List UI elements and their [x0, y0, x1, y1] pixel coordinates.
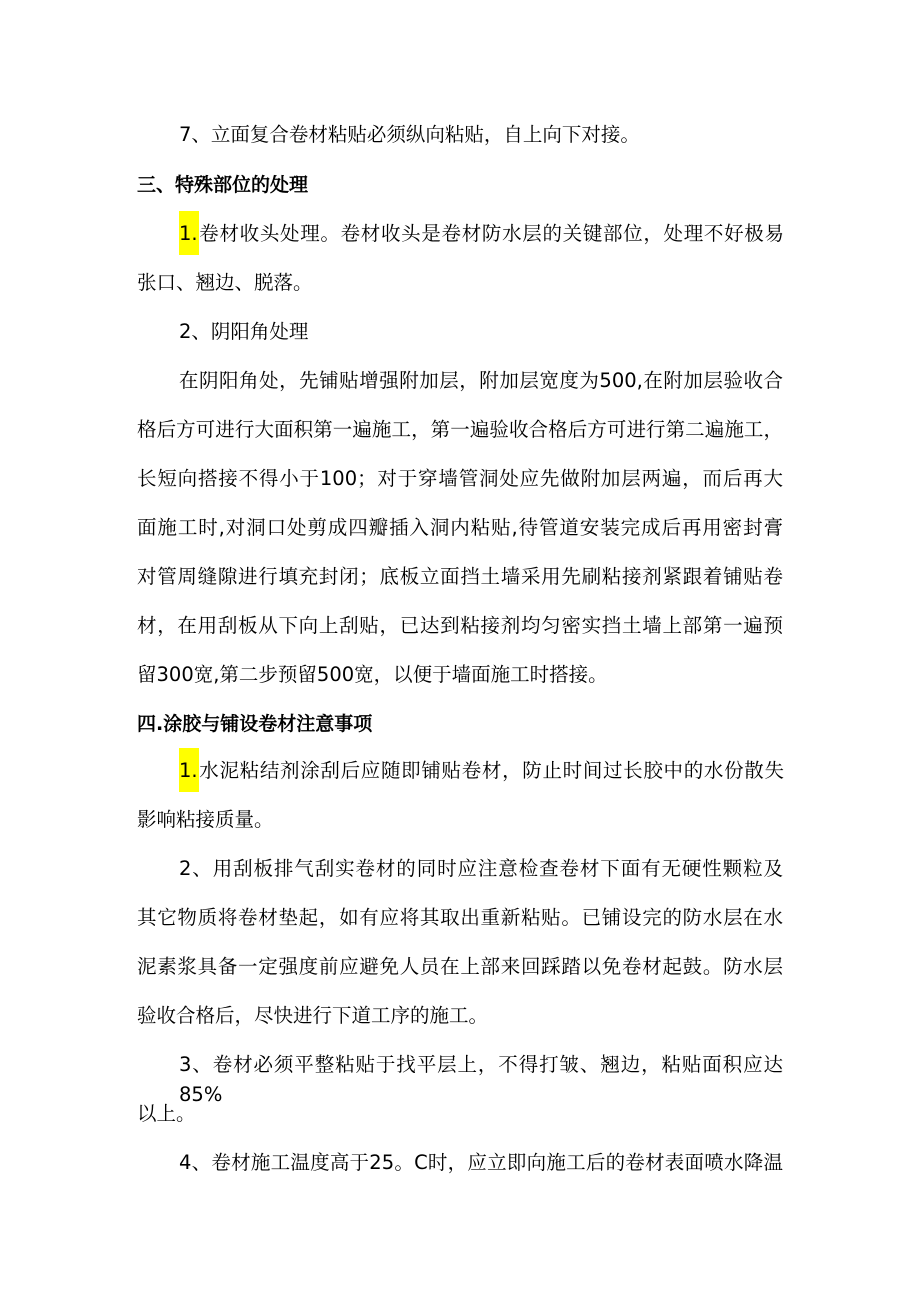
paragraph-3-1-line-2: 张口、翘边、脱落。 [137, 271, 313, 294]
paragraph-text: 水泥粘结剂涂刮后应随即铺贴卷材，防止时间过长胶中的水份散失 [198, 759, 784, 782]
paragraph-3-2-body-line-2: 格后方可进行大面积第一遍施工，第一遍验收合格后方可进行第二遍施工， [137, 418, 783, 441]
paragraph-4-3-line-1: 3、卷材必须平整粘贴于找平层上，不得打皱、翘边，粘贴面积应达85% [179, 1053, 783, 1106]
paragraph-4-1-line-1 [179, 756, 784, 786]
paragraph-4-2-line-4: 验收合格后，尽快进行下道工序的施工。 [137, 1004, 489, 1027]
paragraph-3-2-body-line-7: 留300宽,第二步预留500宽，以便于墙面施工时搭接。 [137, 663, 608, 686]
paragraph-3-2-body-line-5: 对管周缝隙进行填充封闭；底板立面挡土墙采用先刷粘接剂紧跟着铺贴卷 [137, 565, 783, 588]
section-heading-4: 四.涂胶与铺设卷材注意事项 [137, 713, 373, 735]
paragraph-3-2-body-line-3: 长短向搭接不得小于100；对于穿墙管洞处应先做附加层两遍，而后再大 [137, 467, 783, 490]
section-heading-3: 三、特殊部位的处理 [137, 174, 309, 196]
paragraph-item-7: 7、立面复合卷材粘贴必须纵向粘贴，自上向下对接。 [179, 123, 640, 146]
highlight-number: 1. [179, 211, 199, 255]
paragraph-text: 卷材收头处理。卷材收头是卷材防水层的关键部位，处理不好极易 [198, 222, 784, 245]
paragraph-3-2-body-line-4: 面施工时,对洞口处剪成四瓣插入洞内粘贴,待管道安装完成后再用密封膏 [137, 516, 783, 539]
paragraph-4-4-line-1: 4、卷材施工温度高于25。C时，应立即向施工后的卷材表面喷水降温 [179, 1151, 783, 1174]
paragraph-3-2-body-line-1: 在阴阳角处，先铺贴增强附加层，附加层宽度为500,在附加层验收合 [179, 369, 783, 392]
paragraph-4-2-line-3: 泥素浆具备一定强度前应避免人员在上部来回踩踏以免卷材起鼓。防水层 [137, 955, 783, 978]
paragraph-4-3-line-2: 以上。 [137, 1102, 196, 1125]
paragraph-4-1-line-2: 影响粘接质量。 [137, 808, 274, 831]
paragraph-3-1-line-1 [179, 219, 784, 249]
paragraph-4-2-line-1: 2、用刮板排气刮实卷材的同时应注意检查卷材下面有无硬性颗粒及 [179, 857, 783, 880]
paragraph-3-2-title: 2、阴阳角处理 [179, 320, 309, 343]
paragraph-3-2-body-line-6: 材，在用刮板从下向上刮贴，已达到粘接剂均匀密实挡土墙上部第一遍预 [137, 614, 783, 637]
highlight-number: 1. [179, 748, 199, 792]
paragraph-4-2-line-2: 其它物质将卷材垫起，如有应将其取出重新粘贴。已铺设完的防水层在水 [137, 906, 783, 929]
